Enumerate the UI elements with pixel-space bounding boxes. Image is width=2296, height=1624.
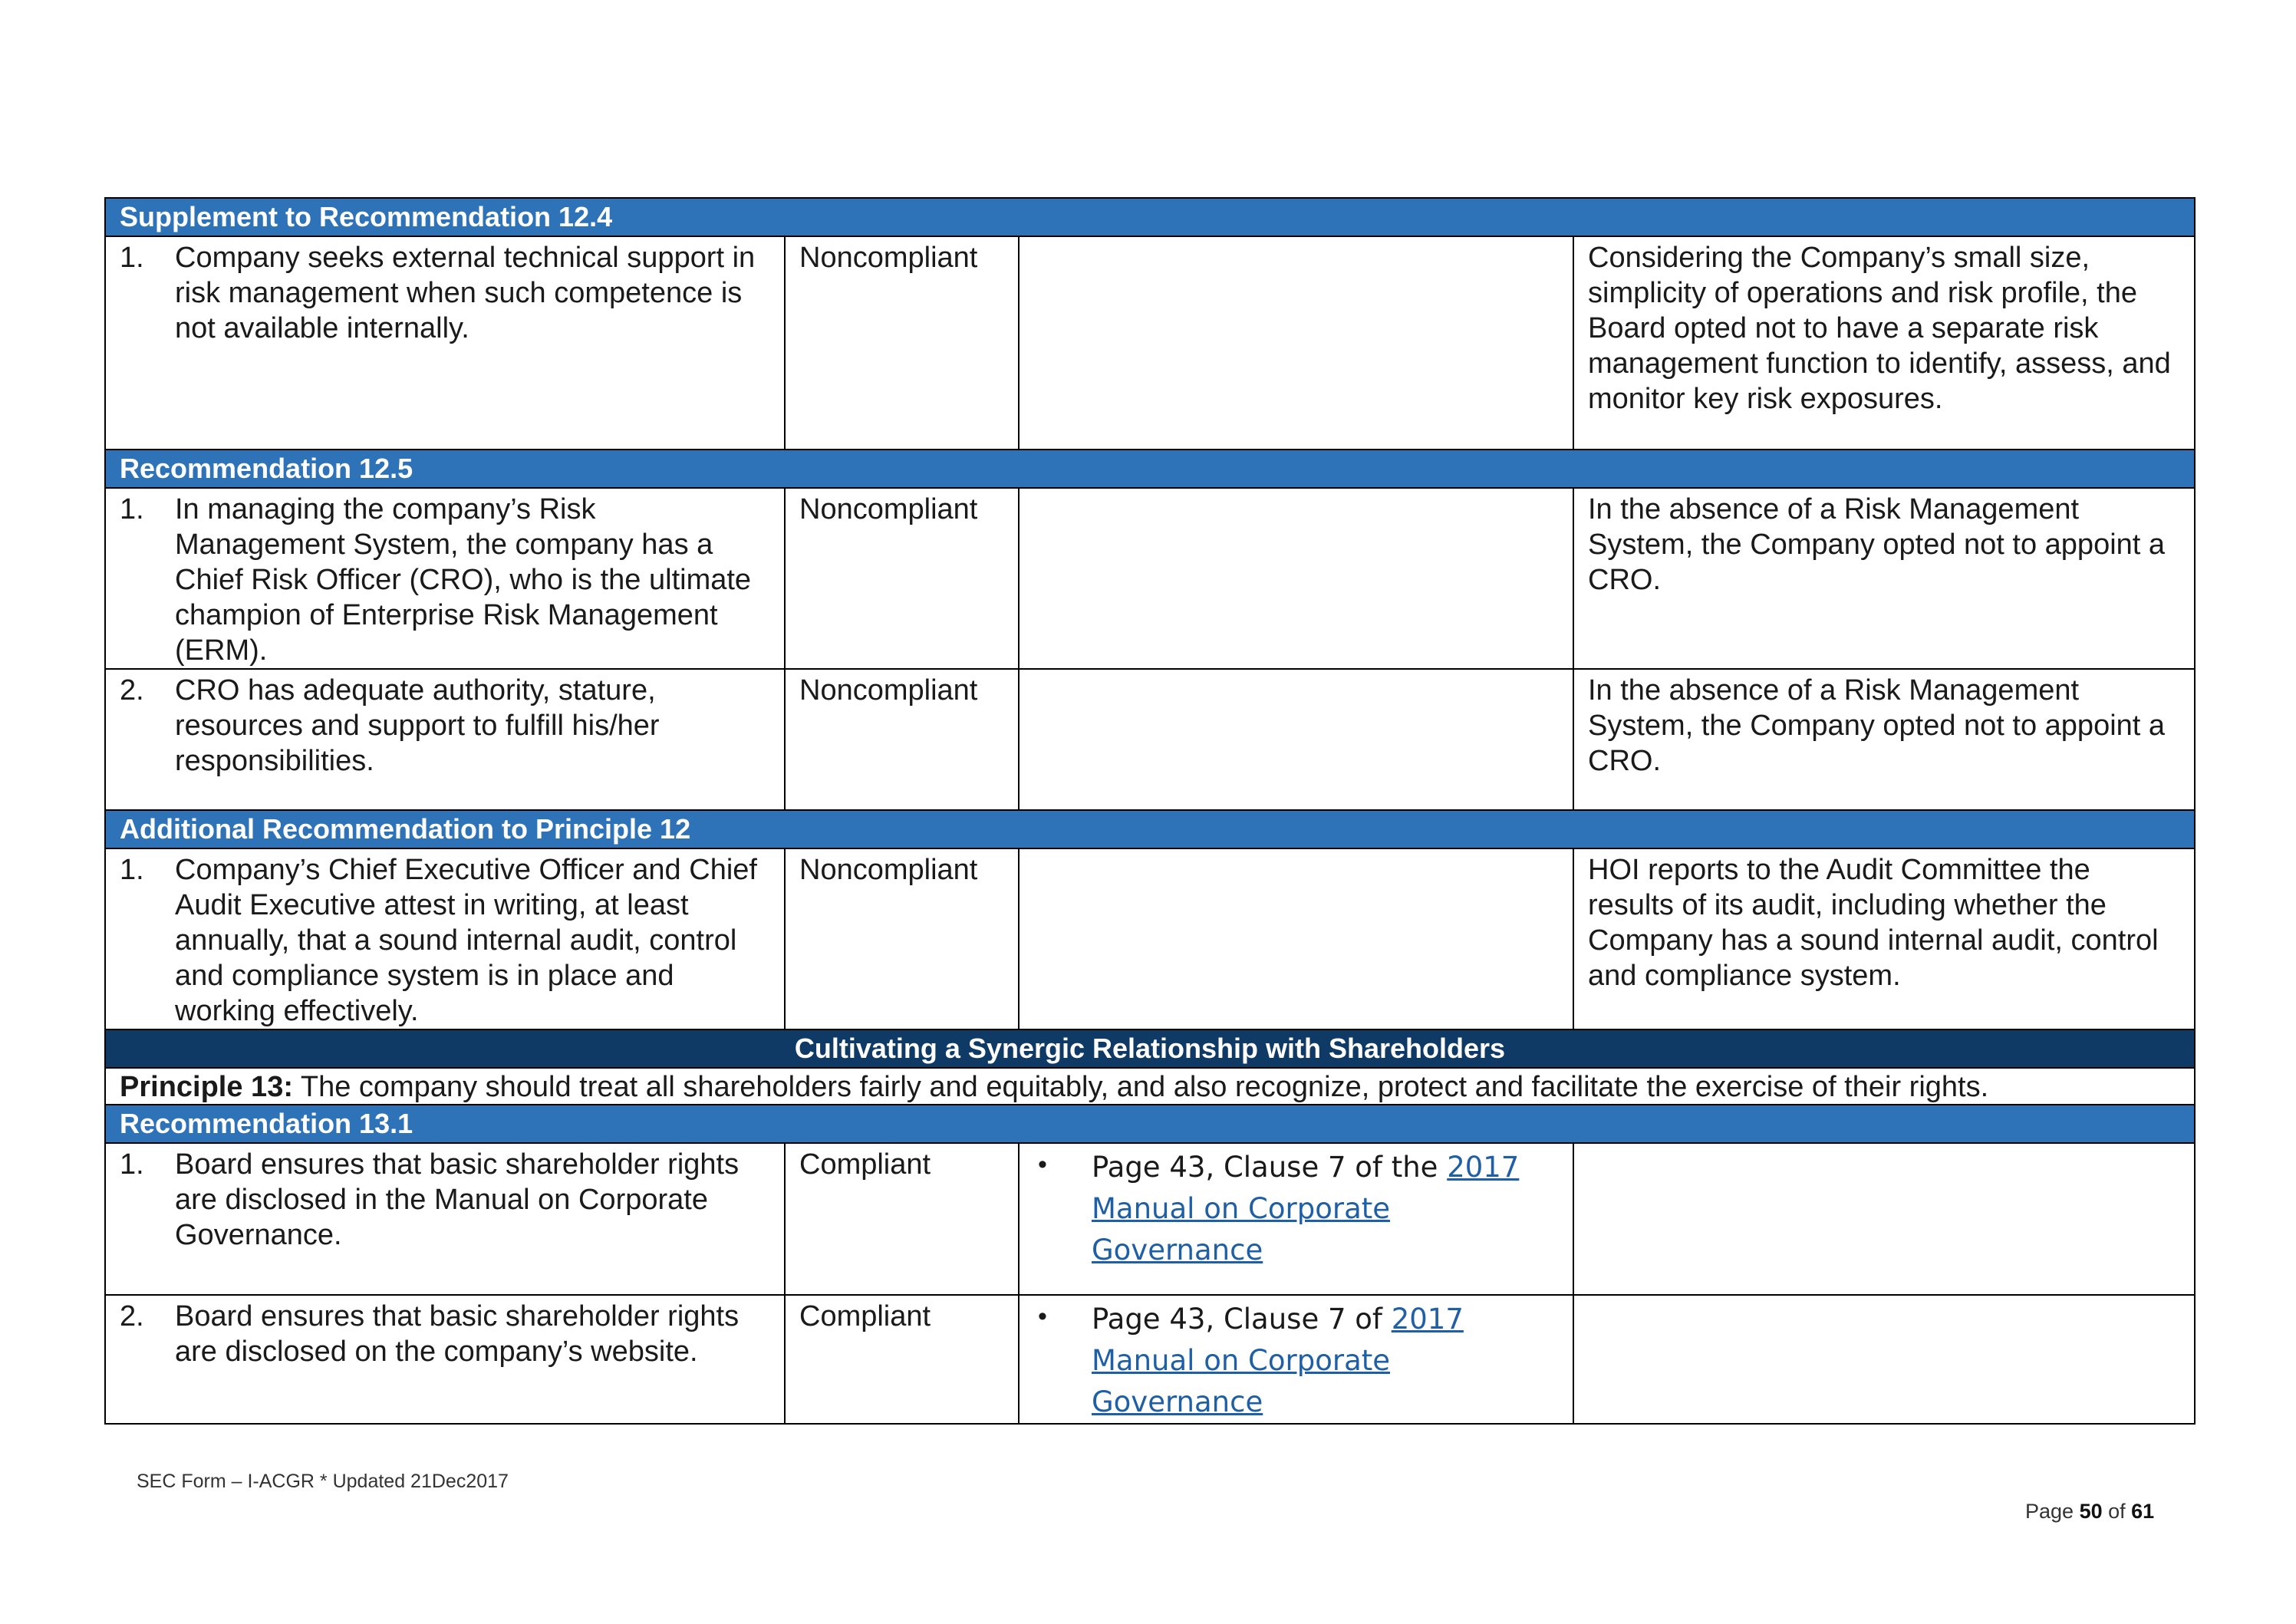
- section-title: Additional Recommendation to Principle 12: [105, 810, 2195, 848]
- item-text: Board ensures that basic shareholder rights are disclosed in the Manual on Corporate Governance.: [175, 1148, 740, 1251]
- reference-text: [1092, 1147, 1559, 1271]
- compliance-status: Noncompliant: [785, 669, 1019, 810]
- compliance-status: Noncompliant: [785, 848, 1019, 1029]
- page-number: [2025, 1500, 2154, 1524]
- explanation-cell: [1573, 1143, 2195, 1295]
- current-page: 50: [2079, 1500, 2103, 1523]
- acgr-compliance-table: [104, 197, 2196, 1425]
- item-text: Company’s Chief Executive Officer and Chief Audit Executive attest in writing, at least annually, that a sound internal audit, control and compliance system is in place and working effectively.: [175, 854, 757, 1027]
- principle-text: The company should treat all shareholders fairly and equitably, and also recognize, protect and facilitate the exercise of their rights.: [292, 1071, 1989, 1103]
- supporting-info-cell: [1019, 848, 1573, 1029]
- recommendation-cell: [105, 848, 785, 1029]
- item-number: 2.: [120, 674, 144, 707]
- table-row: [105, 848, 2195, 1029]
- explanation-cell: Considering the Company’s small size, simplicity of operations and risk profile, the Board opted not to have a separate risk management function to identify, assess, and monitor key risk exposures.: [1573, 236, 2195, 450]
- explanation-cell: In the absence of a Risk Management System, the Company opted not to appoint a CRO.: [1573, 488, 2195, 669]
- explanation-cell: HOI reports to the Audit Committee the results of its audit, including whether the Company has a sound internal audit, control and compliance system.: [1573, 848, 2195, 1029]
- compliance-status: Noncompliant: [785, 488, 1019, 669]
- major-section-title: Cultivating a Synergic Relationship with Shareholders: [105, 1029, 2195, 1068]
- recommendation-cell: [105, 1295, 785, 1424]
- section-header-row: [105, 1105, 2195, 1143]
- page-of: of: [2102, 1500, 2132, 1523]
- section-header-row: [105, 810, 2195, 848]
- bullet-icon: •: [1038, 1302, 1047, 1331]
- table-row: [105, 1295, 2195, 1424]
- manual-link[interactable]: 2017 Manual on Corporate Governance: [1092, 1303, 1464, 1418]
- section-title: Recommendation 13.1: [105, 1105, 2195, 1143]
- item-number: 1.: [120, 493, 144, 525]
- reference-text: [1092, 1299, 1559, 1423]
- item-number: 1.: [120, 1148, 144, 1181]
- major-section-header-row: [105, 1029, 2195, 1068]
- section-header-row: [105, 198, 2195, 236]
- recommendation-cell: [105, 488, 785, 669]
- compliance-status: Compliant: [785, 1295, 1019, 1424]
- section-header-row: [105, 450, 2195, 488]
- reference-prefix: Page 43, Clause 7 of the: [1092, 1151, 1448, 1184]
- total-pages: 61: [2131, 1500, 2155, 1523]
- supporting-info-cell: [1019, 669, 1573, 810]
- supporting-info-cell: [1019, 488, 1573, 669]
- bullet-icon: •: [1038, 1150, 1047, 1179]
- supporting-info-cell: [1019, 236, 1573, 450]
- page-word: Page: [2025, 1500, 2080, 1523]
- item-number: 2.: [120, 1300, 144, 1332]
- table-row: [105, 236, 2195, 450]
- recommendation-cell: [105, 1143, 785, 1295]
- table-row: [105, 1143, 2195, 1295]
- form-footer: SEC Form – I-ACGR * Updated 21Dec2017: [137, 1471, 509, 1492]
- section-title: Recommendation 12.5: [105, 450, 2195, 488]
- supporting-info-cell: [1019, 1143, 1573, 1295]
- table-row: [105, 669, 2195, 810]
- item-text: Board ensures that basic shareholder rights are disclosed on the company’s website.: [175, 1300, 740, 1368]
- principle-cell: [105, 1068, 2195, 1105]
- item-text: Company seeks external technical support in risk management when such competence is not available internally.: [175, 242, 756, 344]
- explanation-cell: [1573, 1295, 2195, 1424]
- compliance-status: Compliant: [785, 1143, 1019, 1295]
- manual-link[interactable]: 2017 Manual on Corporate Governance: [1092, 1151, 1520, 1267]
- item-text: CRO has adequate authority, stature, resources and support to fulfill his/her responsibilities.: [175, 674, 660, 777]
- supporting-info-cell: [1019, 1295, 1573, 1424]
- recommendation-cell: [105, 236, 785, 450]
- reference-prefix: Page 43, Clause 7 of: [1092, 1303, 1392, 1336]
- section-title: Supplement to Recommendation 12.4: [105, 198, 2195, 236]
- table-row: [105, 488, 2195, 669]
- compliance-status: Noncompliant: [785, 236, 1019, 450]
- item-text: In managing the company’s Risk Management System, the company has a Chief Risk Officer (CRO), who is the ultimate champion of Enterprise Risk Management (ERM).: [175, 493, 752, 667]
- recommendation-cell: [105, 669, 785, 810]
- item-number: 1.: [120, 242, 144, 274]
- principle-label: Principle 13:: [120, 1071, 293, 1103]
- principle-row: [105, 1068, 2195, 1105]
- explanation-cell: In the absence of a Risk Management System, the Company opted not to appoint a CRO.: [1573, 669, 2195, 810]
- item-number: 1.: [120, 854, 144, 886]
